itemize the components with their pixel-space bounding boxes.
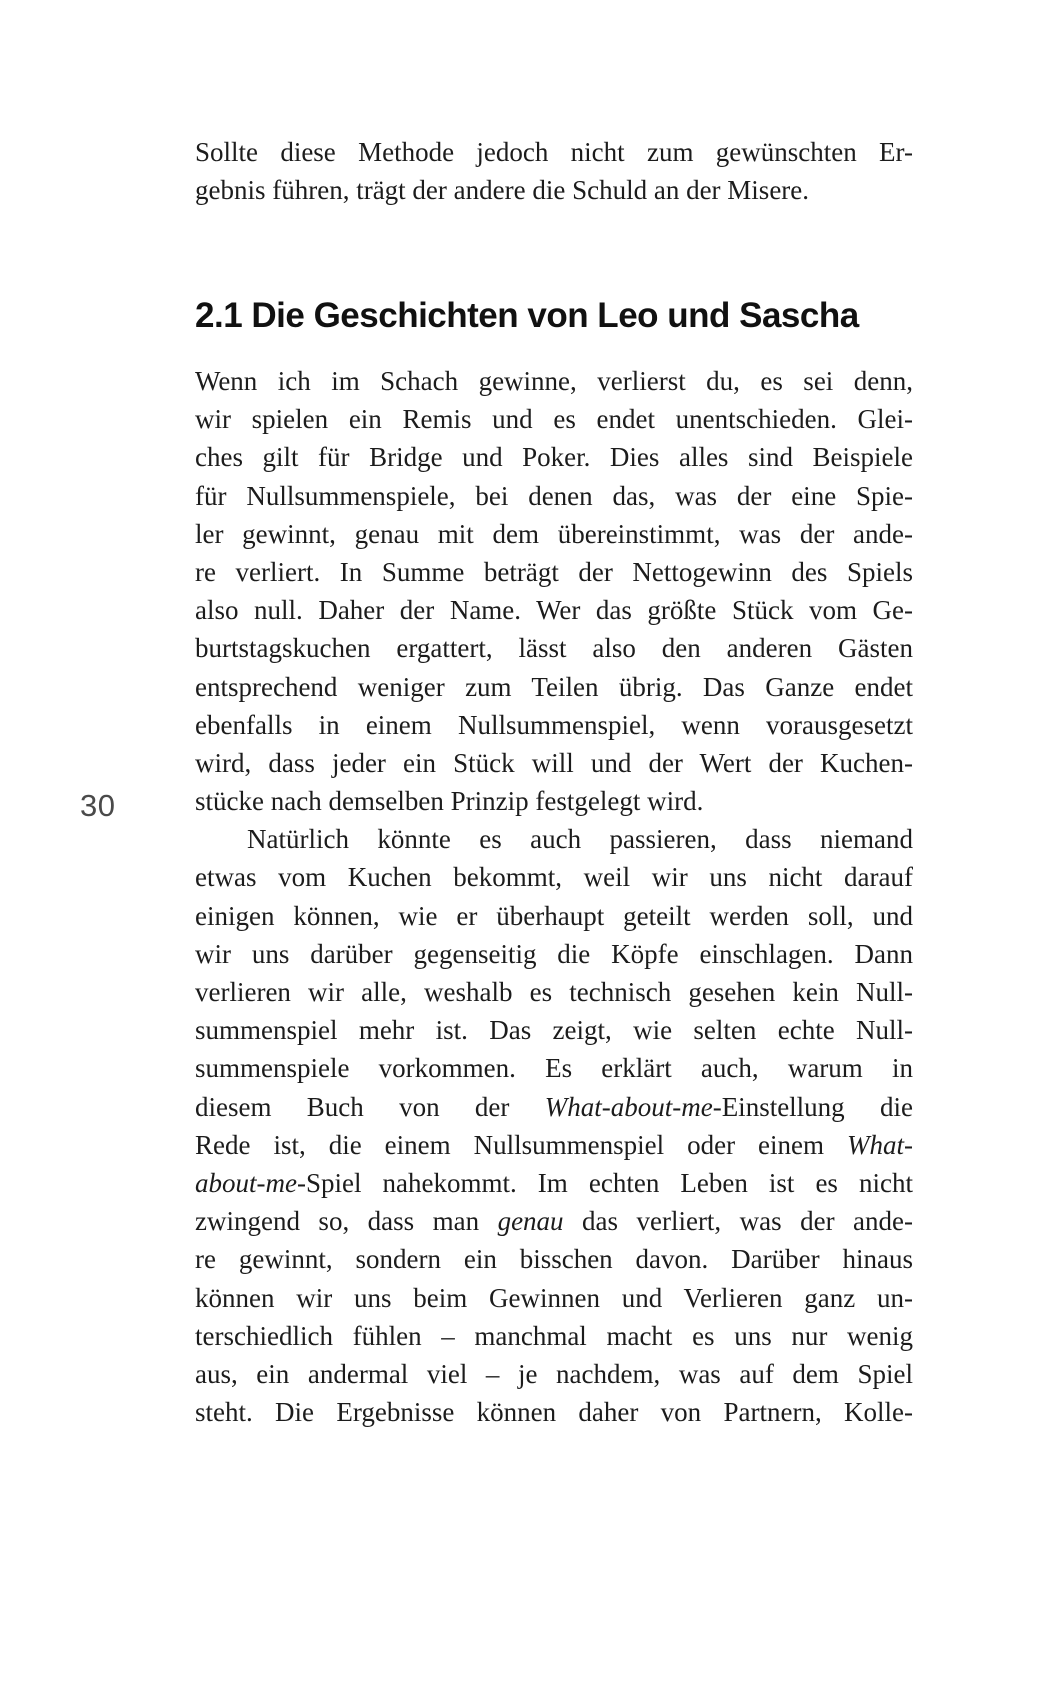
text-line: steht. Die Ergebnisse können daher von Partnern, Kolle- <box>195 1397 913 1428</box>
text-segment: zwingend so, dass man <box>195 1206 498 1237</box>
text-segment: Rede ist, die einem Nullsummenspiel oder einem <box>195 1129 848 1160</box>
text-line: summenspiele vorkommen. Es erklärt auch, warum in <box>195 1053 913 1084</box>
text-line: re gewinnt, sondern ein bisschen davon. Darüber hinaus <box>195 1244 913 1275</box>
text-line: ches gilt für Bridge und Poker. Dies alles sind Beispiele <box>195 442 913 473</box>
text-line: aus, ein andermal viel – je nachdem, was auf dem Spiel <box>195 1358 913 1389</box>
text-segment: das verliert, was der ande- <box>563 1206 913 1237</box>
text-line: einigen können, wie er überhaupt geteilt werden soll, und <box>195 900 913 931</box>
text-line: stücke nach demselben Prinzip festgelegt wird. <box>195 786 704 817</box>
text-line <box>195 1088 913 1126</box>
text-line: re verliert. In Summe beträgt der Nettogewinn des Spiels <box>195 556 913 587</box>
text-line: verlieren wir alle, weshalb es technisch gesehen kein Null- <box>195 977 913 1007</box>
text-line: wir uns darüber gegenseitig die Köpfe einschlagen. Dann <box>195 938 913 969</box>
text-line: Natürlich könnte es auch passieren, dass niemand <box>247 824 913 855</box>
text-line: terschiedlich fühlen – manchmal macht es uns nur wenig <box>195 1320 913 1351</box>
text-line: summenspiel mehr ist. Das zeigt, wie selten echte Null- <box>195 1015 913 1046</box>
text-line: Sollte diese Methode jedoch nicht zum gewünschten Er- <box>195 137 913 167</box>
section-heading: 2.1 Die Geschichten von Leo und Sascha <box>195 296 859 335</box>
text-line: ler gewinnt, genau mit dem übereinstimmt, was der ande- <box>195 518 913 549</box>
text-segment: -Spiel nahekommt. Im echten Leben ist es nicht <box>296 1167 913 1198</box>
text-segment: -Einstellung die <box>712 1091 913 1122</box>
italic-term: about-me <box>195 1167 297 1198</box>
text-segment: diesem Buch von der <box>195 1091 545 1122</box>
text-line <box>195 1164 913 1202</box>
italic-term: What- <box>847 1129 913 1160</box>
text-line: wir spielen ein Remis und es endet unentschieden. Glei- <box>195 404 913 435</box>
intro-paragraph <box>195 133 913 209</box>
page-number: 30 <box>80 788 116 823</box>
text-line: gebnis führen, trägt der andere die Schuld an der Misere. <box>195 175 810 206</box>
text-line: also null. Daher der Name. Wer das größte Stück vom Ge- <box>195 595 913 626</box>
paragraph-1 <box>195 362 913 820</box>
italic-term: genau <box>497 1206 564 1237</box>
text-line: können wir uns beim Gewinnen und Verlieren ganz un- <box>195 1282 913 1313</box>
text-line: burtstagskuchen ergattert, lässt also den anderen Gästen <box>195 633 913 664</box>
text-line: Wenn ich im Schach gewinne, verlierst du, es sei denn, <box>195 366 913 396</box>
text-line <box>195 1202 913 1240</box>
text-line: etwas vom Kuchen bekommt, weil wir uns nicht darauf <box>195 862 913 893</box>
text-line: entsprechend weniger zum Teilen übrig. Das Ganze endet <box>195 671 913 702</box>
text-line <box>195 1126 913 1164</box>
text-line: ebenfalls in einem Nullsummenspiel, wenn vorausgesetzt <box>195 709 913 740</box>
paragraph-2 <box>195 820 913 1431</box>
body-text <box>195 362 913 1431</box>
text-line: für Nullsummenspiele, bei denen das, was der eine Spie- <box>195 480 913 511</box>
text-line: wird, dass jeder ein Stück will und der Wert der Kuchen- <box>195 747 913 778</box>
italic-term: What-about-me <box>544 1091 713 1122</box>
